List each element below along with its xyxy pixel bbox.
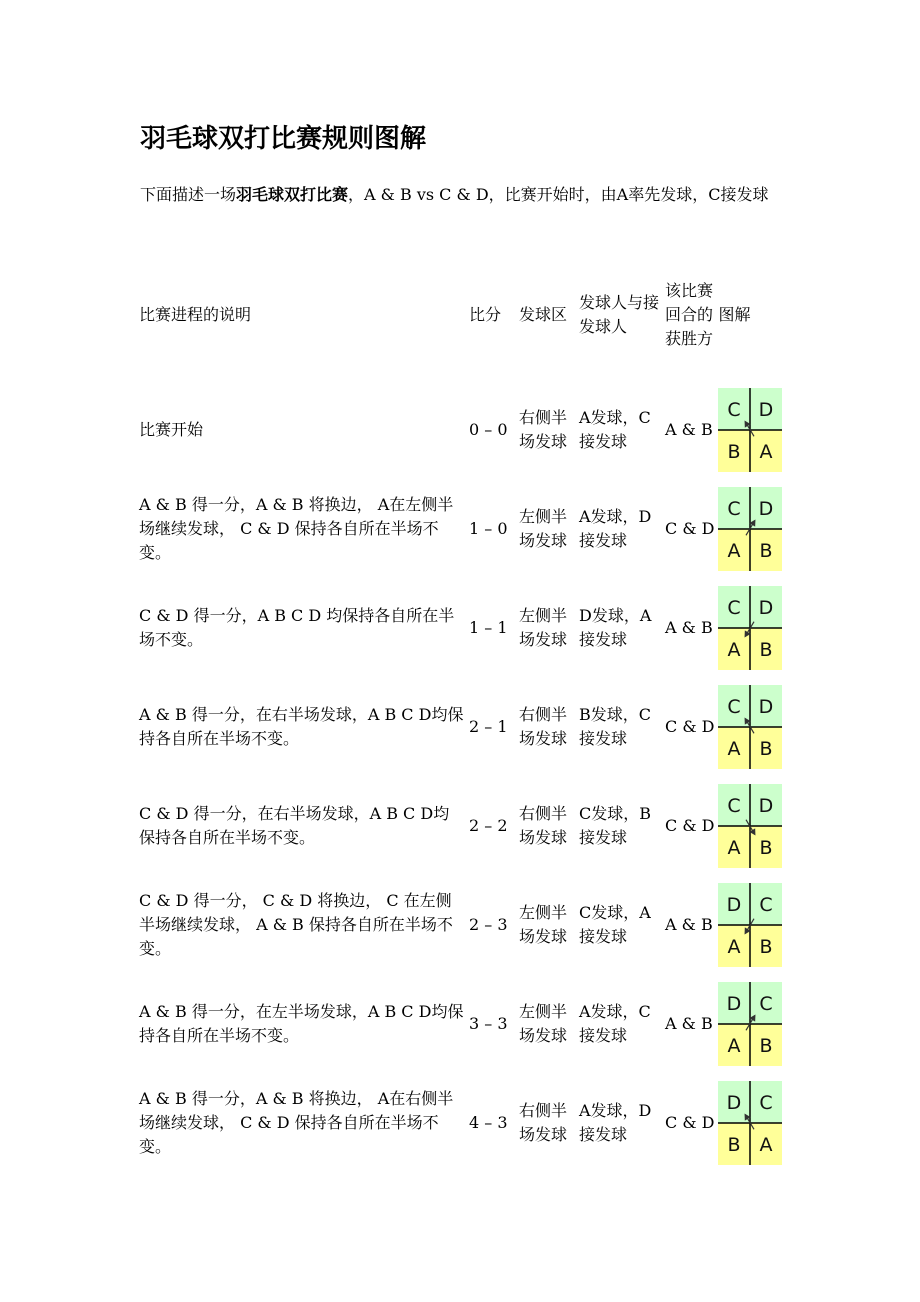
row-serve: A发球，C接发球 xyxy=(579,407,651,451)
intro-paragraph xyxy=(140,183,790,207)
row-diagram xyxy=(716,380,786,479)
player-label: D xyxy=(727,1091,742,1114)
court-diagram xyxy=(718,685,782,769)
row-score: 1 – 1 xyxy=(469,617,508,637)
court-diagram xyxy=(718,1081,782,1165)
row-zone: 右侧半场发球 xyxy=(519,803,568,847)
player-label: D xyxy=(759,596,774,619)
row-serve: D发球，A接发球 xyxy=(579,605,652,649)
player-label: B xyxy=(759,737,774,760)
intro-pre: 下面描述一场 xyxy=(140,185,237,204)
table-row xyxy=(137,875,786,974)
row-score: 2 – 2 xyxy=(469,815,508,835)
header-score: 比分 xyxy=(469,305,502,324)
player-label: D xyxy=(759,497,774,520)
row-serve: C发球，B接发球 xyxy=(579,803,652,847)
player-label: B xyxy=(727,1133,742,1156)
player-label: A xyxy=(759,440,773,463)
row-zone: 左侧半场发球 xyxy=(519,1001,568,1045)
header-zone: 发球区 xyxy=(519,305,568,324)
row-desc: C & D 得一分，A B C D 均保持各自所在半场不变。 xyxy=(139,605,455,649)
row-winner: C & D xyxy=(665,1112,715,1132)
player-label: B xyxy=(759,539,774,562)
header-desc: 比赛进程的说明 xyxy=(139,305,252,324)
court-diagram xyxy=(718,883,782,967)
row-zone: 右侧半场发球 xyxy=(519,1100,568,1144)
player-label: A xyxy=(727,638,741,661)
player-label: C xyxy=(759,992,774,1015)
row-winner: A & B xyxy=(665,419,713,439)
player-label: D xyxy=(759,794,774,817)
row-desc: A & B 得一分，A & B 将换边， A在左侧半场继续发球， C & D 保持各自所在半场不变。 xyxy=(139,494,454,562)
row-serve: A发球，D接发球 xyxy=(579,506,652,550)
row-serve: A发球，D接发球 xyxy=(579,1100,652,1144)
table-row xyxy=(137,677,786,776)
row-score: 0 – 0 xyxy=(469,419,508,439)
player-label: A xyxy=(727,1034,741,1057)
row-score: 1 – 0 xyxy=(469,518,508,538)
player-label: A xyxy=(759,1133,773,1156)
table-row xyxy=(137,974,786,1073)
row-score: 2 – 3 xyxy=(469,914,508,934)
player-label: C xyxy=(727,596,742,619)
rules-table xyxy=(137,250,786,1172)
row-winner: C & D xyxy=(665,518,715,538)
row-winner: A & B xyxy=(665,1013,713,1033)
intro-post: ，A & B vs C & D，比赛开始时，由A率先发球，C接发球 xyxy=(348,185,769,204)
row-zone: 左侧半场发球 xyxy=(519,506,568,550)
header-winner: 该比赛回合的获胜方 xyxy=(665,281,714,348)
court-diagram xyxy=(718,982,782,1066)
row-desc: C & D 得一分，在右半场发球，A B C D均保持各自所在半场不变。 xyxy=(139,803,450,847)
row-diagram xyxy=(716,578,786,677)
player-label: B xyxy=(759,836,774,859)
player-label: B xyxy=(759,1034,774,1057)
row-desc: 比赛开始 xyxy=(139,419,204,439)
player-label: C xyxy=(727,497,742,520)
row-desc: C & D 得一分， C & D 将换边， C 在左侧半场继续发球， A & B 保持各自所在半场不变。 xyxy=(139,890,453,958)
page-title: 羽毛球双打比赛规则图解 xyxy=(140,124,427,154)
intro-bold: 羽毛球双打比赛 xyxy=(236,185,349,204)
row-diagram xyxy=(716,875,786,974)
row-score: 3 – 3 xyxy=(469,1013,508,1033)
row-winner: C & D xyxy=(665,716,715,736)
player-label: C xyxy=(727,695,742,718)
player-label: A xyxy=(727,737,741,760)
row-diagram xyxy=(716,776,786,875)
table-row xyxy=(137,380,786,479)
court-diagram xyxy=(718,784,782,868)
row-zone: 右侧半场发球 xyxy=(519,407,568,451)
row-zone: 右侧半场发球 xyxy=(519,704,568,748)
header-diagram: 图解 xyxy=(718,305,751,324)
player-label: B xyxy=(759,638,774,661)
row-desc: A & B 得一分，A & B 将换边， A在右侧半场继续发球， C & D 保持各自所在半场不变。 xyxy=(139,1088,454,1156)
table-row xyxy=(137,479,786,578)
row-winner: A & B xyxy=(665,914,713,934)
player-label: B xyxy=(759,935,774,958)
row-diagram xyxy=(716,974,786,1073)
row-score: 4 – 3 xyxy=(469,1112,508,1132)
player-label: D xyxy=(727,893,742,916)
table-header xyxy=(137,250,786,380)
court-diagram xyxy=(718,388,782,472)
player-label: B xyxy=(727,440,742,463)
player-label: C xyxy=(759,893,774,916)
player-label: C xyxy=(759,1091,774,1114)
row-score: 2 – 1 xyxy=(469,716,508,736)
player-label: A xyxy=(727,836,741,859)
row-winner: A & B xyxy=(665,617,713,637)
header-serve: 发球人与接发球人 xyxy=(579,293,660,336)
row-desc: A & B 得一分，在左半场发球，A B C D均保持各自所在半场不变。 xyxy=(139,1001,464,1045)
player-label: A xyxy=(727,539,741,562)
player-label: A xyxy=(727,935,741,958)
row-serve: A发球，C接发球 xyxy=(579,1001,651,1045)
table-row xyxy=(137,578,786,677)
table-row xyxy=(137,776,786,875)
row-winner: C & D xyxy=(665,815,715,835)
court-diagram xyxy=(718,586,782,670)
row-serve: C发球，A接发球 xyxy=(579,902,651,946)
row-diagram xyxy=(716,479,786,578)
court-diagram xyxy=(718,487,782,571)
player-label: D xyxy=(727,992,742,1015)
player-label: D xyxy=(759,695,774,718)
player-label: C xyxy=(727,794,742,817)
player-label: C xyxy=(727,398,742,421)
row-serve: B发球，C接发球 xyxy=(579,704,652,748)
row-zone: 左侧半场发球 xyxy=(519,605,568,649)
table-row xyxy=(137,1073,786,1172)
row-desc: A & B 得一分，在右半场发球，A B C D均保持各自所在半场不变。 xyxy=(139,704,464,748)
player-label: D xyxy=(759,398,774,421)
row-zone: 左侧半场发球 xyxy=(519,902,568,946)
row-diagram xyxy=(716,677,786,776)
row-diagram xyxy=(716,1073,786,1172)
